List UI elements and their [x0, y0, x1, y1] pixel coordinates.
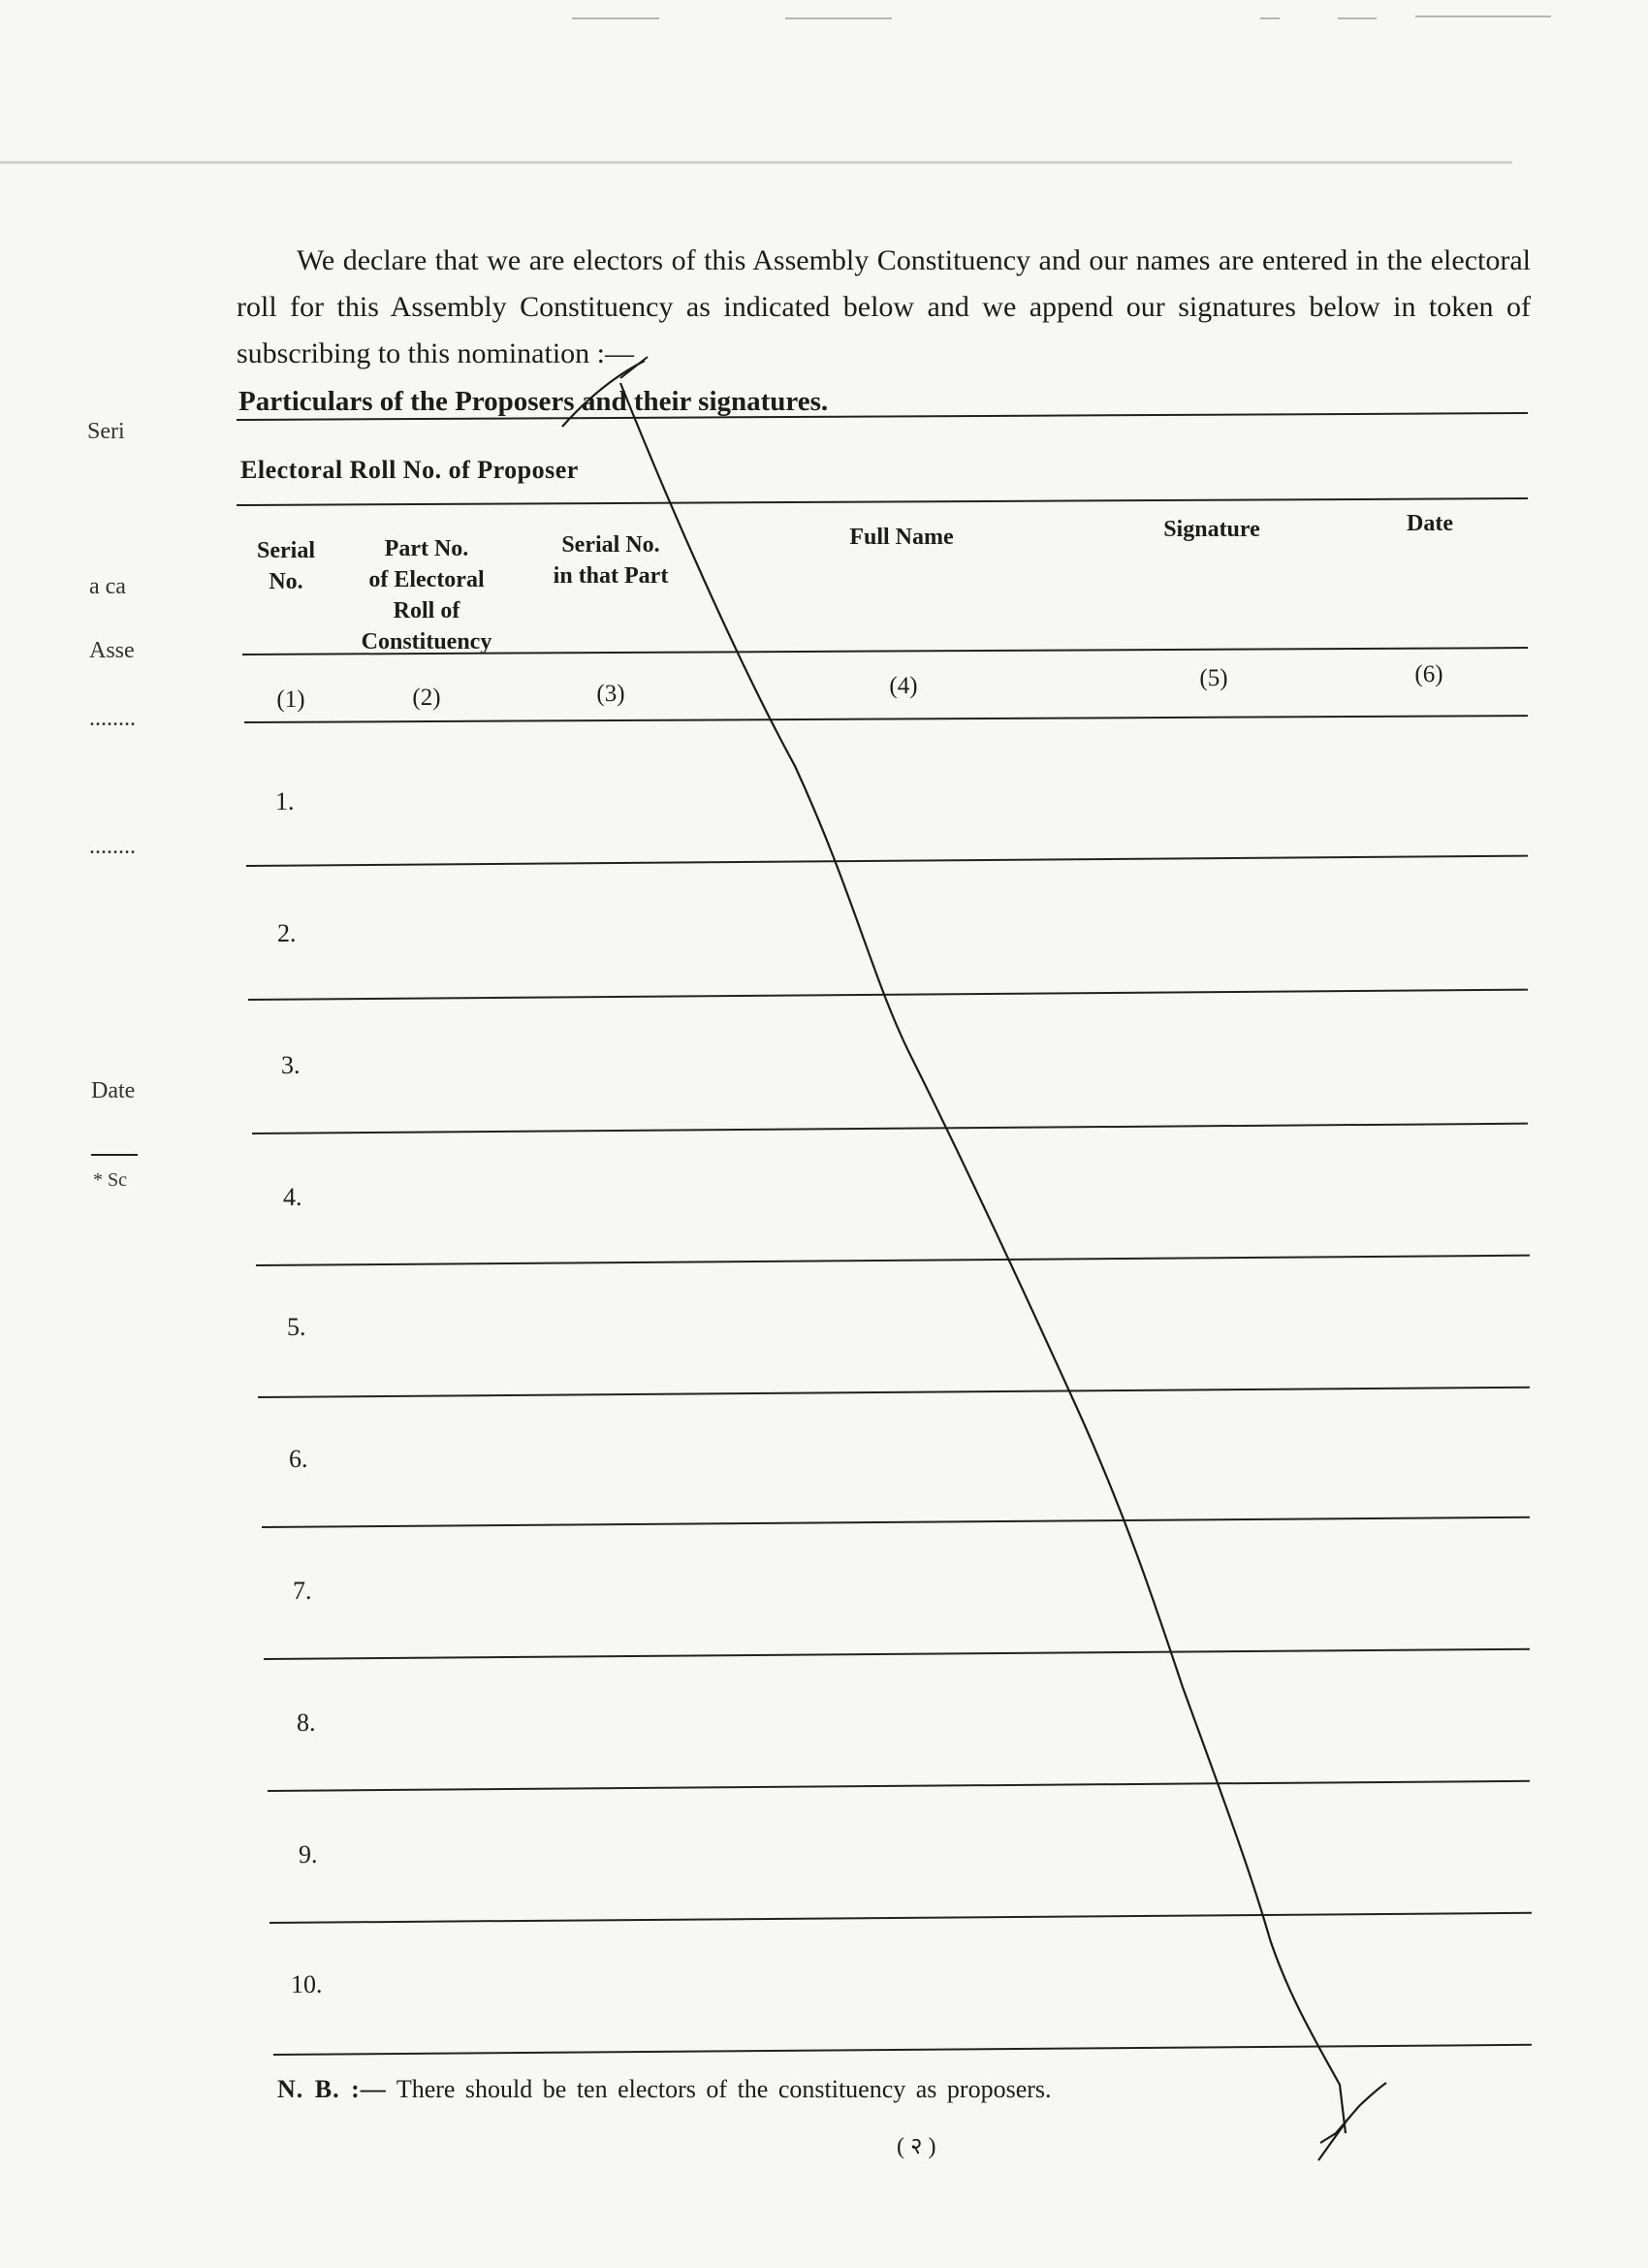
- row-number: 8.: [297, 1709, 316, 1737]
- margin-fragment: Seri: [87, 419, 125, 444]
- note-label: N. B. :—: [277, 2075, 387, 2103]
- margin-fragment: Date: [91, 1078, 136, 1103]
- margin-fragment: Asse: [89, 638, 135, 663]
- column-header-full-name: Full Name: [849, 525, 954, 550]
- row-number: 10.: [291, 1970, 323, 1998]
- column-header-serial-no: Serial No.: [257, 538, 315, 594]
- row-number: 6.: [289, 1445, 308, 1473]
- column-number: (3): [596, 681, 625, 707]
- page-number: ( २ ): [897, 2134, 936, 2159]
- row-number: 3.: [281, 1051, 301, 1079]
- row-number: 7.: [293, 1577, 312, 1605]
- column-header-serial-in-part: Serial No. in that Part: [553, 532, 669, 589]
- margin-fragment: * Sc: [93, 1169, 127, 1191]
- row-number: 2.: [277, 919, 297, 947]
- column-number: (1): [276, 687, 305, 713]
- column-number: (4): [889, 673, 918, 699]
- note-text: There should be ten electors of the constituency as proposers.: [396, 2075, 1052, 2103]
- row-number: 1.: [275, 787, 295, 815]
- declaration-text: We declare that we are electors of this Assembly Constituency and our names are entered in the electoral roll for this Assembly Constituency as indicated below and we append our signatures below in token of subscribing to this nomination :—: [237, 244, 1531, 369]
- column-number: (5): [1199, 665, 1228, 691]
- subsection-title: Electoral Roll No. of Proposer: [240, 456, 579, 484]
- margin-fragment: ........: [89, 834, 136, 859]
- row-number: 4.: [283, 1183, 302, 1211]
- column-number: (6): [1414, 661, 1443, 687]
- section-title: Particulars of the Proposers and their signatures.: [238, 386, 829, 417]
- column-header-date: Date: [1407, 511, 1453, 536]
- margin-fragment: ........: [89, 706, 136, 731]
- column-header-part-no: Part No. of Electoral Roll of Constituency: [361, 536, 492, 655]
- row-number: 9.: [299, 1840, 318, 1869]
- margin-fragment: a ca: [89, 574, 126, 599]
- row-number: 5.: [287, 1313, 306, 1341]
- column-header-signature: Signature: [1163, 517, 1260, 542]
- column-number: (2): [412, 685, 441, 711]
